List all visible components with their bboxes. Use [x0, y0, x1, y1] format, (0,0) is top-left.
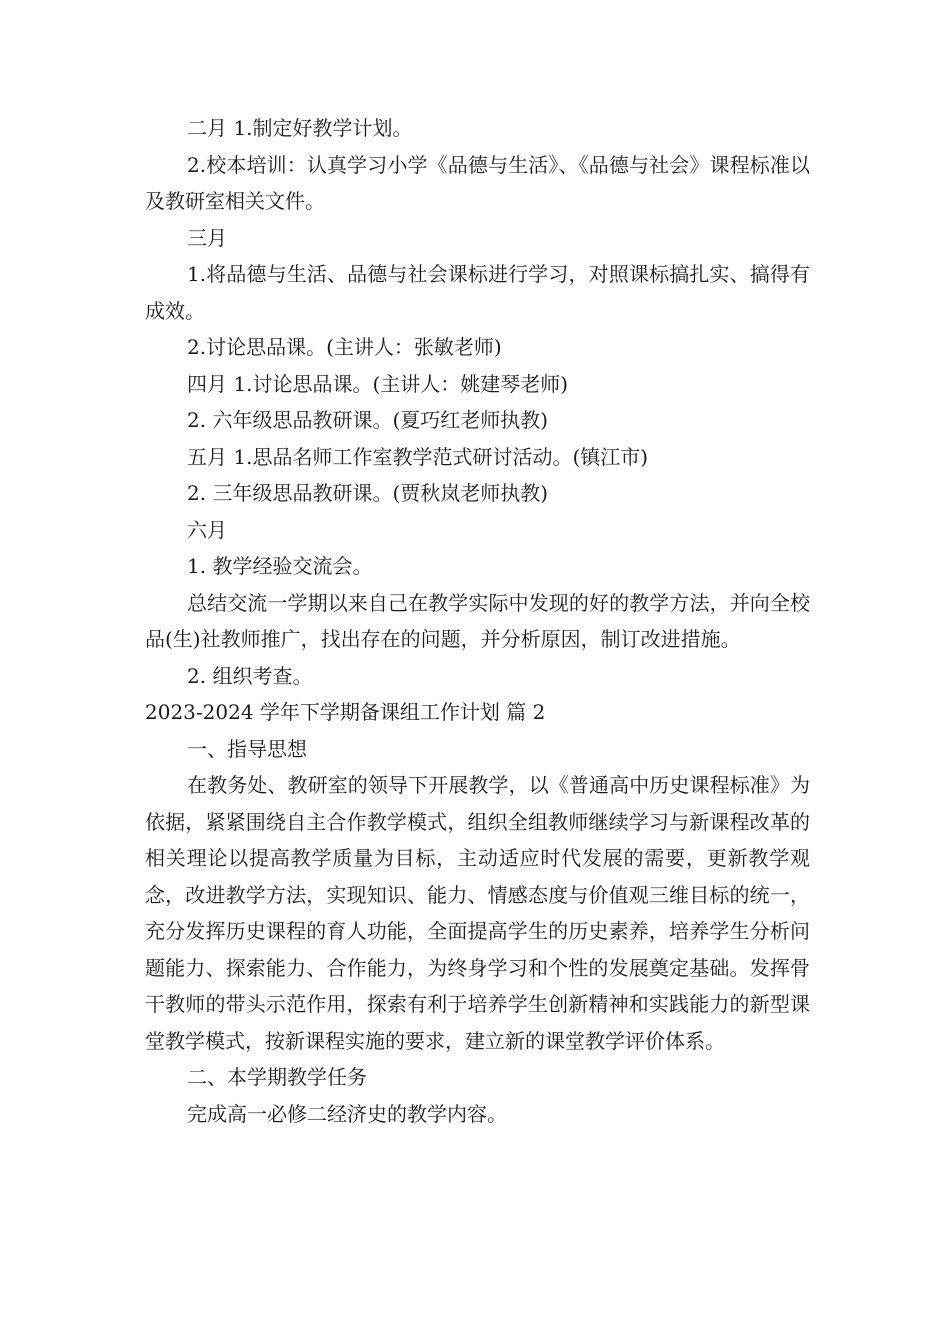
paragraph-april-item-1: 四月 1.讨论思品课。(主讲人：姚建琴老师): [187, 371, 569, 396]
paragraph-june-heading: 六月: [187, 517, 227, 542]
paragraph-june-summary: 总结交流一学期以来自己在教学实际中发现的好的教学方法，并向全校品(生)社教师推广，找出存在的问题，并分析原因，制订改进措施。: [145, 590, 810, 651]
section-title: 2023-2024 学年下学期备课组工作计划 篇 2: [145, 700, 546, 724]
paragraph-teaching-tasks: 完成高一必修二经济史的教学内容。: [187, 1101, 507, 1126]
paragraph-june-item-1: 1. 教学经验交流会。: [187, 554, 373, 578]
paragraph-june-item-2: 2. 组织考查。: [187, 663, 313, 688]
document-page: [145, 110, 810, 1132]
paragraph-guiding-ideology: 在教务处、教研室的领导下开展教学，以《普通高中历史课程标准》为依据，紧紧围绕自主合作教学模式，组织全组教师继续学习与新课程改革的相关理论以提高教学质量为目标，主动适应时代发展的需要，更新教学观念，改进教学方法，实现知识、能力、情感态度与价值观三维目标的统一，充分发挥历史课程的育人功能，全面提高学生的历史素养，培养学生分析问题能力、探索能力、合作能力，为终身学习和个性的发展奠定基础。发挥骨干教师的带头示范作用，探索有利于培养学生创新精神和实践能力的新型课堂教学模式，按新课程实施的要求，建立新的课堂教学评价体系。: [145, 773, 810, 1053]
paragraph-may-item-1: 五月 1.思品名师工作室教学范式研讨活动。(镇江市): [187, 444, 649, 469]
paragraph-march-item-1: 1.将品德与生活、品德与社会课标进行学习，对照课标搞扎实、搞得有成效。: [145, 262, 810, 323]
heading-guiding-ideology: 一、指导思想: [187, 736, 307, 761]
heading-teaching-tasks: 二、本学期教学任务: [187, 1065, 367, 1089]
paragraph-march-heading: 三月: [187, 225, 227, 250]
paragraph-may-item-2: 2. 三年级思品教研课。(贾秋岚老师执教): [187, 481, 549, 505]
paragraph-april-item-2: 2. 六年级思品教研课。(夏巧红老师执教): [187, 408, 549, 432]
paragraph-feb-plan: 二月 1.制定好教学计划。: [187, 116, 413, 140]
paragraph-school-training: 2.校本培训：认真学习小学《品德与生活》、《品德与社会》课程标准以及教研室相关文件。: [145, 152, 810, 213]
paragraph-march-item-2: 2.讨论思品课。(主讲人：张敏老师): [187, 335, 502, 359]
